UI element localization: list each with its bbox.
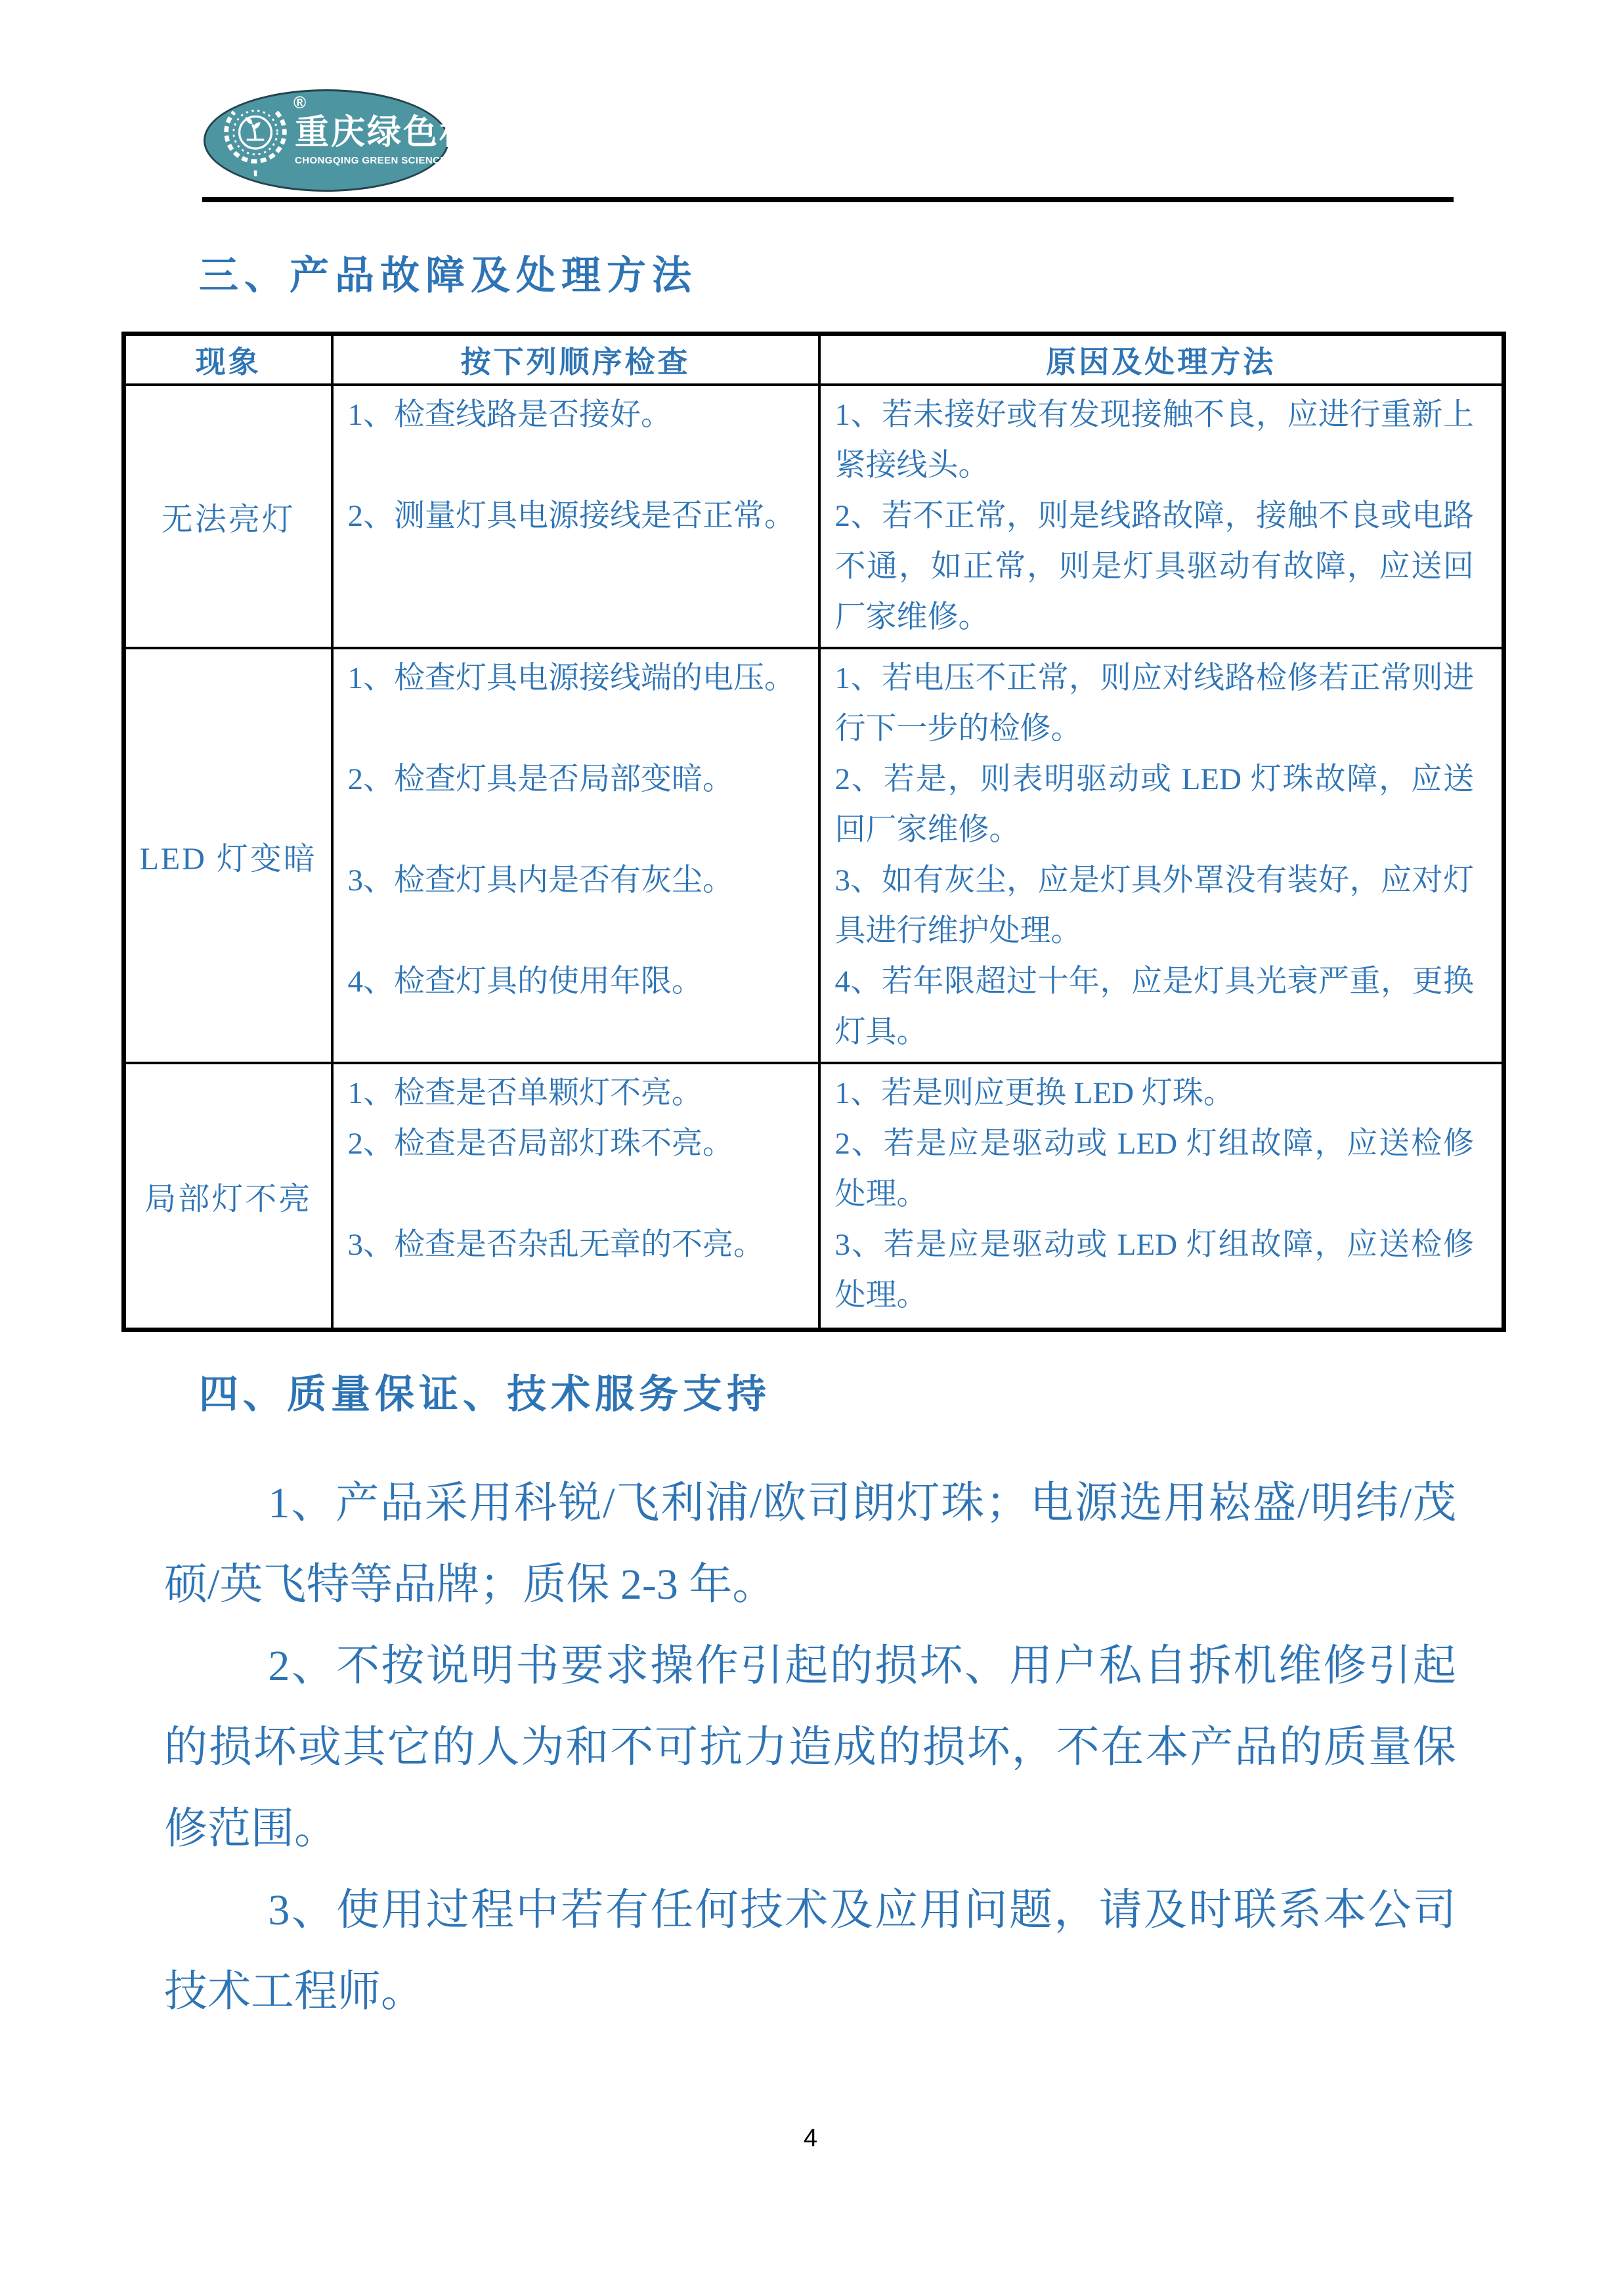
cause-item: 2、若不正常，则是线路故障，接触不良或电路不通，如正常，则是灯具驱动有故障，应送回厂家维修。 — [834, 499, 1474, 634]
registered-trademark-mark: ® — [293, 92, 307, 112]
check-line: 1、检查线路是否接好。 — [347, 398, 672, 432]
logo-company-name-en: CHONGQING GREEN SCIENCE AND TECHNOLOG — [295, 155, 540, 167]
logo-text-block — [293, 92, 540, 167]
phenomenon-cell: 无法亮灯 — [124, 385, 332, 648]
logo-company-name-cn: 重庆绿色科技 — [295, 113, 512, 152]
cause-item: 2、若是，则表明驱动或 LED 灯珠故障，应送回厂家维修。 — [834, 762, 1474, 847]
header-cause-handling: 原因及处理方法 — [819, 334, 1504, 385]
check-line: 2、测量灯具电源接线是否正常。 — [347, 499, 795, 533]
checks-cell — [332, 1063, 819, 1330]
section4-title: 四、质量保证、技术服务支持 — [199, 1373, 771, 1416]
causes-cell — [819, 648, 1504, 1063]
warranty-paragraph: 2、不按说明书要求操作引起的损坏、用户私自拆机维修引起的损坏或其它的人为和不可抗力造成的损坏，不在本产品的质量保修范围。 — [164, 1642, 1456, 1853]
cause-item: 3、如有灰尘，应是灯具外罩没有装好，应对灯具进行维护处理。 — [834, 863, 1474, 948]
check-line: 1、检查灯具电源接线端的电压。 — [347, 661, 795, 695]
warranty-paragraphs — [164, 1463, 1456, 2033]
table-row — [124, 385, 1504, 648]
header-divider-rule — [202, 197, 1454, 202]
cause-item: 1、若电压不正常，则应对线路检修若正常则进行下一步的检修。 — [834, 661, 1474, 746]
check-line: 4、检查灯具的使用年限。 — [347, 964, 702, 999]
causes-cell — [819, 385, 1504, 648]
check-line: 1、检查是否单颗灯不亮。 — [347, 1076, 702, 1110]
check-line — [348, 704, 809, 754]
cause-item: 1、若未接好或有发现接触不良，应进行重新上紧接线头。 — [834, 398, 1474, 483]
table-row — [124, 1063, 1504, 1330]
page-number: 4 — [803, 2125, 818, 2152]
check-line: 2、检查灯具是否局部变暗。 — [347, 762, 733, 796]
cause-item: 4、若年限超过十年，应是灯具光衰严重，更换灯具。 — [834, 964, 1474, 1049]
header-phenomenon: 现象 — [124, 334, 332, 385]
warranty-paragraph: 3、使用过程中若有任何技术及应用问题，请及时联系本公司技术工程师。 — [164, 1886, 1456, 2016]
cause-item: 3、若是应是驱动或 LED 灯组故障，应送检修处理。 — [834, 1228, 1474, 1312]
check-line — [348, 906, 809, 957]
company-logo — [204, 89, 540, 192]
header-check-order: 按下列顺序检查 — [332, 334, 819, 385]
check-line — [348, 1169, 809, 1220]
check-line: 2、检查是否局部灯珠不亮。 — [347, 1127, 733, 1161]
check-line: 3、检查是否杂乱无章的不亮。 — [347, 1228, 764, 1262]
section3-title: 三、产品故障及处理方法 — [199, 254, 697, 297]
check-line — [348, 441, 809, 491]
table-row — [124, 648, 1504, 1063]
check-line: 3、检查灯具内是否有灰尘。 — [347, 863, 733, 898]
fault-table — [121, 332, 1506, 1332]
phenomenon-cell: LED 灯变暗 — [124, 648, 332, 1063]
causes-cell — [819, 1063, 1504, 1330]
checks-cell — [332, 385, 819, 648]
phenomenon-cell: 局部灯不亮 — [124, 1063, 332, 1330]
warranty-paragraph: 1、产品采用科锐/飞利浦/欧司朗灯珠；电源选用崧盛/明纬/茂硕/英飞特等品牌；质保 2-3 年。 — [164, 1479, 1456, 1609]
laurel-wreath-emblem-icon — [219, 100, 292, 181]
cause-item: 1、若是则应更换 LED 灯珠。 — [834, 1076, 1234, 1110]
fault-table-header-row — [124, 334, 1504, 385]
cause-item: 2、若是应是驱动或 LED 灯组故障，应送检修处理。 — [834, 1127, 1474, 1211]
check-line — [348, 805, 809, 856]
checks-cell — [332, 648, 819, 1063]
